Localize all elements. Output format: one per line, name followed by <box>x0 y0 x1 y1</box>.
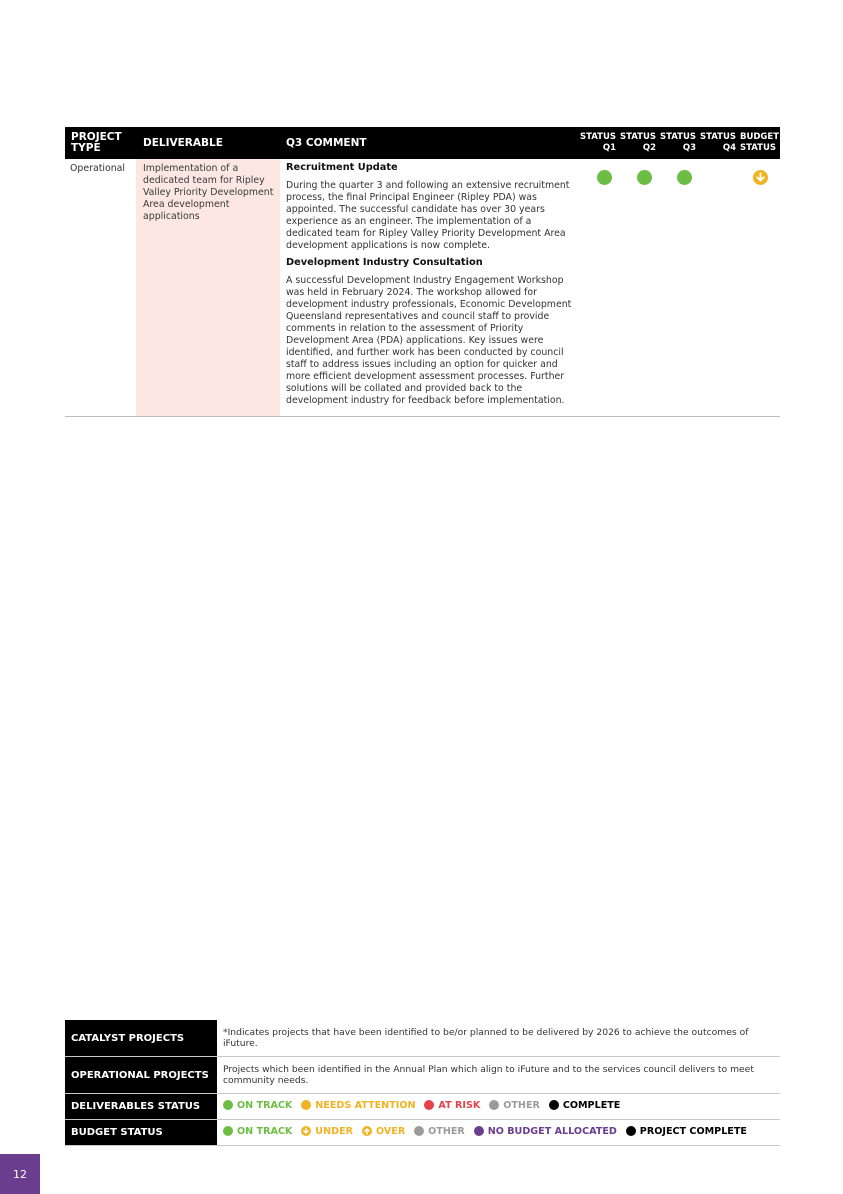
legend-row-deliverables <box>65 1094 780 1120</box>
legend-on-track: ON TRACK <box>223 1100 292 1111</box>
legend-at-risk: AT RISK <box>424 1100 480 1111</box>
under-budget-icon <box>753 170 768 185</box>
comment-cell <box>280 159 580 417</box>
budget-status-items <box>217 1120 780 1146</box>
header-deliverable: DELIVERABLE <box>136 127 280 159</box>
consultation-text: A successful Development Industry Engagement Workshop was held in February 2024. The workshop allowed for development industry professionals, Economic Development Queensland representatives and council staff to provide comments in relation to the assessment of Priority Development Area (PDA) applications. Key issues were identified, and further work has been conducted by council staff to address issues including an option for quicker and more efficient development assessment processes. Further solutions will be collated and provided back to the development industry for feedback before implementation. <box>286 275 572 406</box>
under-arrow-icon <box>301 1126 311 1136</box>
project-type-cell: Operational <box>65 159 136 417</box>
header-status-q2: STATUS Q2 <box>620 127 660 159</box>
header-status-q3: STATUS Q3 <box>660 127 700 159</box>
legend-row-catalyst <box>65 1020 780 1057</box>
deliverables-table <box>65 127 780 417</box>
recruitment-update-text: During the quarter 3 and following an extensive recruitment process, the final Principal Engineer (Ripley PDA) was appointed. The successful candidate has over 30 years experience as an engineer. The implementation of a dedicated team for Ripley Valley Priority Development Area development applications is now complete. <box>286 180 570 251</box>
catalyst-projects-text: *Indicates projects that have been identified to be/or planned to be delivered by 2026 to achieve the outcomes of iFuture. <box>217 1020 780 1057</box>
budget-status-label: BUDGET STATUS <box>65 1120 217 1146</box>
table-row <box>65 159 780 417</box>
on-track-status-icon <box>597 170 612 185</box>
header-comment: Q3 COMMENT <box>280 127 580 159</box>
green-dot-icon <box>223 1100 233 1110</box>
red-dot-icon <box>424 1100 434 1110</box>
header-status-q1: STATUS Q1 <box>580 127 620 159</box>
green-dot-icon <box>223 1126 233 1136</box>
status-q3-cell <box>660 159 700 417</box>
budget-status-cell <box>740 159 780 417</box>
legend-no-budget: NO BUDGET ALLOCATED <box>474 1126 617 1137</box>
legend-complete: COMPLETE <box>549 1100 621 1111</box>
status-q4-cell <box>700 159 740 417</box>
legend-budget-under: UNDER <box>301 1126 353 1137</box>
table-header-row <box>65 127 780 159</box>
on-track-status-icon <box>677 170 692 185</box>
grey-dot-icon <box>414 1126 424 1136</box>
yellow-dot-icon <box>301 1100 311 1110</box>
recruitment-update-heading: Recruitment Update <box>286 162 398 173</box>
over-arrow-icon <box>362 1126 372 1136</box>
legend-row-operational <box>65 1057 780 1094</box>
deliverables-status-items <box>217 1094 780 1120</box>
legend-needs-attention: NEEDS ATTENTION <box>301 1100 415 1111</box>
legend-other: OTHER <box>489 1100 540 1111</box>
purple-dot-icon <box>474 1126 484 1136</box>
catalyst-projects-label: CATALYST PROJECTS <box>65 1020 217 1057</box>
grey-dot-icon <box>489 1100 499 1110</box>
consultation-heading: Development Industry Consultation <box>286 257 483 268</box>
status-q1-cell <box>580 159 620 417</box>
deliverables-status-label: DELIVERABLES STATUS <box>65 1094 217 1120</box>
black-dot-icon <box>626 1126 636 1136</box>
legend-budget-over: OVER <box>362 1126 405 1137</box>
operational-projects-label: OPERATIONAL PROJECTS <box>65 1057 217 1094</box>
header-status-q4: STATUS Q4 <box>700 127 740 159</box>
legend-project-complete: PROJECT COMPLETE <box>626 1126 747 1137</box>
on-track-status-icon <box>637 170 652 185</box>
status-q2-cell <box>620 159 660 417</box>
black-dot-icon <box>549 1100 559 1110</box>
header-budget-status: BUDGET STATUS <box>740 127 780 159</box>
deliverable-cell: Implementation of a dedicated team for Ripley Valley Priority Development Area development applications <box>136 159 280 417</box>
page-number: 12 <box>0 1154 40 1194</box>
operational-projects-text: Projects which been identified in the Annual Plan which align to iFuture and to the services council delivers to meet community needs. <box>217 1057 780 1094</box>
legend-row-budget <box>65 1120 780 1146</box>
header-project-type: PROJECT TYPE <box>65 127 136 159</box>
legend-table <box>65 1020 780 1146</box>
legend-budget-on-track: ON TRACK <box>223 1126 292 1137</box>
legend-budget-other: OTHER <box>414 1126 465 1137</box>
